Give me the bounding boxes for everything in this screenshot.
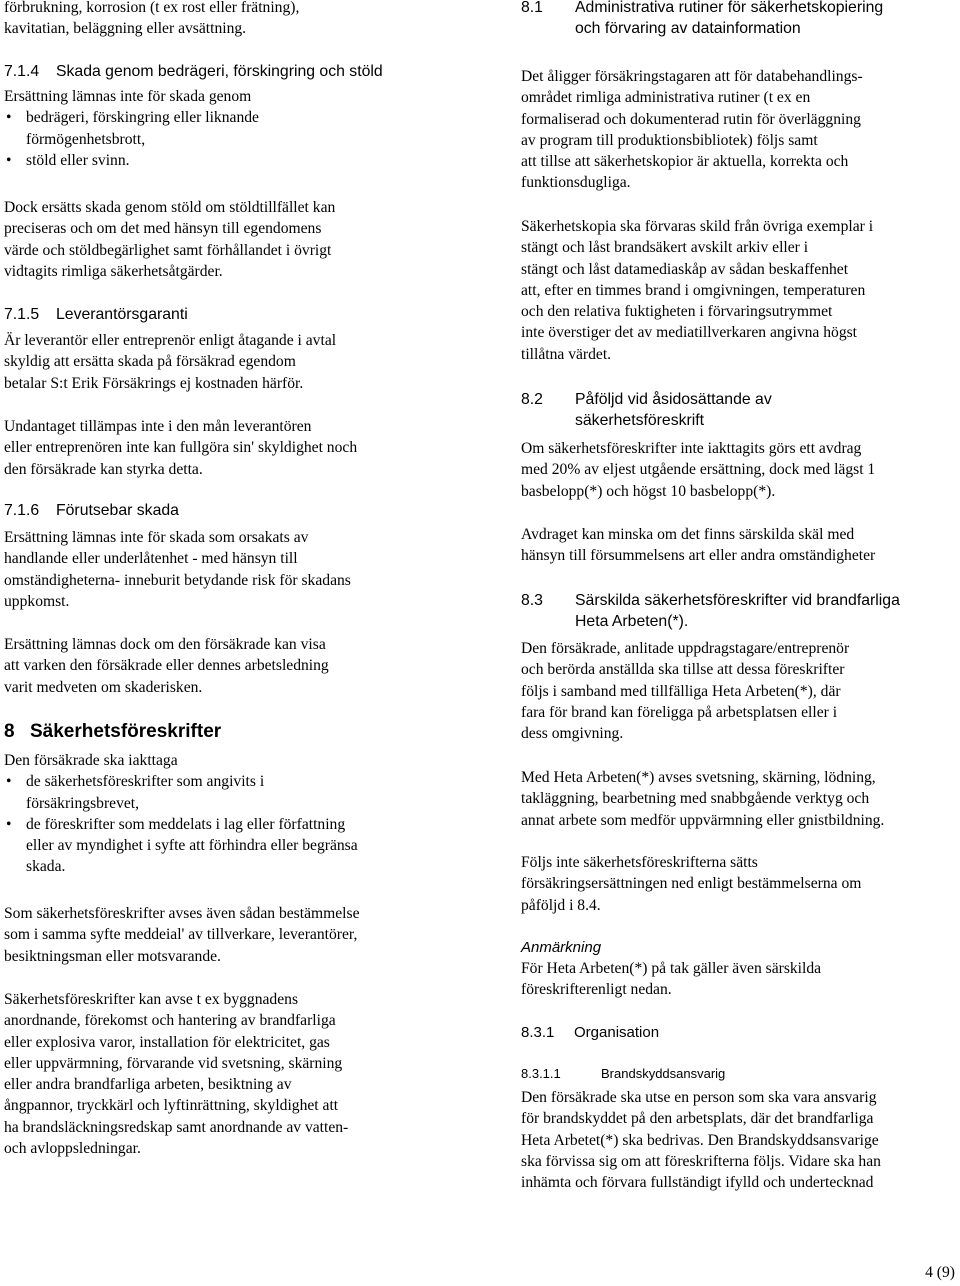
- text-line: uppkomst.: [4, 592, 70, 610]
- text-line: • de föreskrifter som meddelats i lag eller författning: [26, 815, 346, 833]
- text-line: skyldig att ersätta skada på försäkrad egendom: [4, 353, 296, 371]
- text-line: eller andra brandfarliga arbeten, besiktning av: [4, 1076, 292, 1094]
- section-7-1-5-paragraph-1: [4, 330, 449, 394]
- section-number: 8.3.1.1: [521, 1066, 561, 1081]
- text-line: Ersättning lämnas inte för skada som orsakats av: [4, 529, 309, 546]
- title-line: och förvaring av datainformation: [575, 20, 801, 37]
- section-number: 8: [4, 721, 15, 742]
- text-line: Den försäkrade, anlitade uppdragstagare/entreprenör: [521, 640, 850, 657]
- section-title: [575, 389, 772, 431]
- text-line: värde och stöldbegärlighet samt förhållandet i övrigt: [4, 241, 332, 259]
- text-line: ångpannor, tryckkärl och lyftinrättning, skyldighet att: [4, 1097, 339, 1115]
- section-number: 8.3: [521, 592, 543, 609]
- section-number: 7.1.4: [4, 63, 40, 80]
- title-line: Administrativa rutiner för säkerhetskopiering: [575, 0, 884, 16]
- text-line: annat arbete som medför uppvärmning eller gnistbildning.: [521, 811, 885, 829]
- text-line: dess omgivning.: [521, 725, 624, 743]
- text-line: av program till produktionsbibliotek) följs samt: [521, 131, 818, 149]
- heading-8: [4, 720, 449, 744]
- heading-8-3: [521, 590, 957, 632]
- section-8-1-paragraph-1: [521, 66, 957, 194]
- text-line: att varken den försäkrade eller dennes arbetsledning: [4, 657, 329, 675]
- heading-7-1-6: [4, 500, 449, 521]
- text-line: försäkringsersättningen ned enligt bestämmelserna om: [521, 875, 862, 893]
- text-line: Den försäkrade ska utse en person som ska vara ansvarig: [521, 1089, 877, 1106]
- heading-8-3-1: [521, 1023, 957, 1043]
- section-title: Brandskyddsansvarig: [601, 1066, 726, 1081]
- heading-7-1-5: [4, 304, 449, 325]
- section-title: [575, 0, 883, 39]
- section-8-3-paragraph-2: [521, 767, 957, 831]
- section-8-paragraph-1: [4, 903, 449, 967]
- text-line: att tillse att säkerhetskopior är aktuella, korrekta och: [521, 153, 849, 171]
- text-line: eller av myndighet i syfte att förhindra eller begränsa: [26, 837, 358, 855]
- list-item: [4, 771, 449, 814]
- text-line: hänsyn till försummelsens art eller andra omständigheter: [521, 547, 876, 565]
- section-8-body: [4, 750, 449, 878]
- text-line: ha brandsläckningsredskap samt anordnande av vatten-: [4, 1118, 349, 1136]
- lead-text: Den försäkrade ska iakttaga: [4, 752, 178, 769]
- text-line: Som säkerhetsföreskrifter avses även sådan bestämmelse: [4, 905, 360, 922]
- text-line: följs i samband med tillfälliga Heta Arbeten(*), där: [521, 682, 841, 700]
- list-item: • bedrägeri, förskingring eller liknande förmögenhetsbrott,: [4, 107, 326, 150]
- bullet-list: [4, 107, 449, 171]
- title-line: Särskilda säkerhetsföreskrifter vid brandfarliga: [575, 592, 900, 609]
- section-7-1-5-paragraph-2: [4, 416, 449, 480]
- title-line: Påföljd vid åsidosättande av: [575, 391, 772, 408]
- section-title: Säkerhetsföreskrifter: [30, 721, 222, 742]
- section-7-1-6-paragraph-2: [4, 634, 449, 698]
- text-line: Undantaget tillämpas inte i den mån leverantören: [4, 418, 312, 435]
- section-8-3-1-1-paragraph: [521, 1087, 957, 1193]
- text-line: besiktningsman eller motsvarande.: [4, 947, 221, 965]
- section-8-paragraph-2: [4, 989, 449, 1159]
- section-7-1-6-paragraph-1: [4, 527, 449, 612]
- section-title: Leverantörsgaranti: [56, 306, 188, 323]
- section-7-1-4-paragraph: [4, 197, 449, 282]
- section-title: Organisation: [574, 1024, 660, 1041]
- section-title: Förutsebar skada: [56, 502, 179, 519]
- text-line: fara för brand kan föreligga på arbetsplatsen eller i: [521, 703, 838, 721]
- list-item: • stöld eller svinn.: [4, 150, 449, 171]
- section-number: 7.1.5: [4, 306, 40, 323]
- text-line: handlande eller underlåtenhet - med hänsyn till: [4, 550, 298, 568]
- section-title: [575, 590, 900, 632]
- bullet-list: [4, 771, 449, 877]
- text-line: basbelopp(*) och högst 10 basbelopp(*).: [521, 482, 776, 500]
- text-line: att, efter en timmes brand i omgivningen, temperaturen: [521, 281, 866, 299]
- section-8-1-paragraph-2: [521, 216, 957, 365]
- title-line: säkerhetsföreskrift: [575, 412, 705, 429]
- text-line: kavitatian, beläggning eller avsättning.: [4, 20, 247, 38]
- text-line: området rimliga administrativa rutiner (t ex en: [521, 89, 811, 107]
- text-line: För Heta Arbeten(*) på tak gäller även särskilda: [521, 960, 822, 977]
- note-label: Anmärkning: [521, 939, 602, 956]
- text-line: formaliserad och dokumenterad rutin för överläggning: [521, 110, 861, 128]
- text-line: Ersättning lämnas dock om den försäkrade kan visa: [4, 636, 326, 653]
- text-line: Är leverantör eller entreprenör enligt åtagande i avtal: [4, 332, 337, 349]
- text-line: ska förvissa sig om att föreskrifterna följs. Vidare ska han: [521, 1152, 881, 1170]
- text-line: takläggning, bearbetning med snabbgående verktyg och: [521, 790, 870, 808]
- intro-paragraph: [4, 0, 449, 40]
- text-line: och berörda anställda ska tillse att dessa föreskrifter: [521, 661, 845, 679]
- text-line: betalar S:t Erik Försäkrings ej kostnaden härför.: [4, 374, 304, 392]
- text-line: preciseras och om det med hänsyn till egendomens: [4, 220, 322, 238]
- text-line: för brandskyddet på den arbetsplats, där det brandfarliga: [521, 1110, 874, 1128]
- section-8-2-paragraph-1: [521, 438, 957, 502]
- text-line: Om säkerhetsföreskrifter inte iakttagits görs ett avdrag: [521, 440, 862, 457]
- heading-8-3-1-1: [521, 1065, 957, 1083]
- text-line: påföljd i 8.4.: [521, 896, 601, 914]
- text-line: eller entreprenören inte kan fullgöra sin' skyldighet noch: [4, 439, 358, 457]
- section-8-3-paragraph-1: [521, 638, 957, 744]
- title-line: Heta Arbeten(*).: [575, 613, 689, 630]
- text-line: som i samma syfte meddeial' av tillverkare, leverantörer,: [4, 926, 358, 944]
- heading-7-1-4: [4, 61, 449, 82]
- text-line: Dock ersätts skada genom stöld om stöldtillfället kan: [4, 199, 336, 216]
- text-line: med 20% av eljest utgående ersättning, dock med lägst 1: [521, 461, 876, 479]
- text-line: funktionsdugliga.: [521, 174, 631, 192]
- lead-text: Ersättning lämnas inte för skada genom: [4, 88, 252, 105]
- text-line: Heta Arbetet(*) ska bedrivas. Den Brandskyddsansvarige: [521, 1131, 879, 1149]
- text-line: • de säkerhetsföreskrifter som angivits i: [26, 773, 265, 791]
- text-line: tillåtna värdet.: [521, 345, 612, 363]
- text-line: Följs inte säkerhetsföreskrifterna sätts: [521, 854, 758, 871]
- text-line: Säkerhetskopia ska förvaras skild från övriga exemplar i: [521, 218, 874, 235]
- text-line: inhämta och förvara fullständigt ifylld och undertecknad: [521, 1174, 874, 1192]
- text-line: Avdraget kan minska om det finns särskilda skäl med: [521, 526, 855, 543]
- text-line: omständigheterna- inneburit betydande risk för skadans: [4, 571, 351, 589]
- text-line: Säkerhetsföreskrifter kan avse t ex byggnadens: [4, 991, 299, 1008]
- section-8-3-paragraph-3: [521, 852, 957, 916]
- page-number: 4 (9): [925, 1264, 955, 1281]
- text-line: stängt och låst brandsäkert avskilt arkiv eller i: [521, 239, 809, 257]
- text-line: förbrukning, korrosion (t ex rost eller frätning),: [4, 0, 300, 16]
- text-line: anordnande, förekomst och hantering av brandfarliga: [4, 1012, 336, 1030]
- text-line: föreskrifterenligt nedan.: [521, 981, 672, 999]
- text-line: stängt och låst datamediaskåp av sådan beskaffenhet: [521, 260, 849, 278]
- note-text: [521, 958, 957, 1001]
- heading-8-1: [521, 0, 957, 39]
- section-8-2-paragraph-2: [521, 524, 957, 567]
- text-line: inte överstiger det av mediatillverkaren angivna högst: [521, 324, 858, 342]
- text-line: Med Heta Arbeten(*) avses svetsning, skärning, lödning,: [521, 769, 876, 786]
- text-line: den försäkrade kan styrka detta.: [4, 460, 203, 478]
- text-line: eller explosiva varor, installation för elektricitet, gas: [4, 1033, 330, 1051]
- text-line: försäkringsbrevet,: [26, 794, 140, 812]
- text-line: varit medveten om skaderisken.: [4, 678, 203, 696]
- heading-8-2: [521, 389, 957, 431]
- text-line: och den relativa fuktigheten i förvaringsutrymmet: [521, 303, 833, 321]
- list-item: [4, 814, 449, 878]
- text-line: och avloppsledningar.: [4, 1140, 141, 1158]
- section-number: 7.1.6: [4, 502, 40, 519]
- section-7-1-4-body: [4, 86, 449, 171]
- text-line: vidtagits rimliga säkerhetsåtgärder.: [4, 262, 223, 280]
- text-line: skada.: [26, 858, 66, 876]
- text-line: Det åligger försäkringstagaren att för databehandlings-: [521, 68, 863, 85]
- section-title: Skada genom bedrägeri, förskingring och stöld: [56, 63, 383, 80]
- section-number: 8.1: [521, 0, 543, 16]
- section-number: 8.2: [521, 391, 543, 408]
- section-number: 8.3.1: [521, 1024, 555, 1041]
- text-line: eller uppvärmning, förvarande vid svetsning, skärning: [4, 1054, 343, 1072]
